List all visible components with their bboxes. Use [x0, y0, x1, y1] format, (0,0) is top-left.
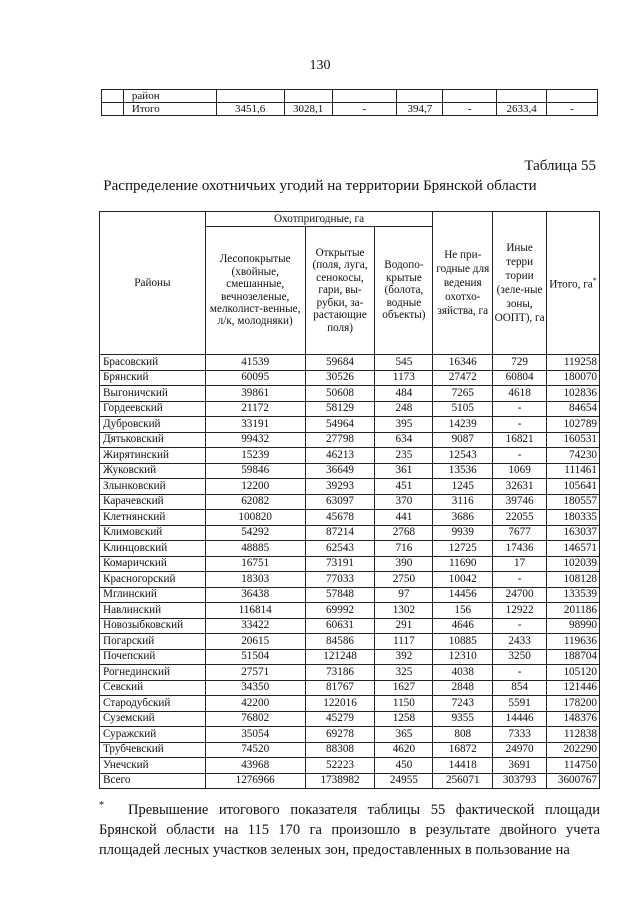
open-cell: 46213 [305, 448, 375, 464]
table-row [100, 541, 600, 557]
district-cell: Навлинский [100, 603, 206, 619]
other-cell: 16821 [493, 432, 547, 448]
unsuitable-cell: 156 [433, 603, 493, 619]
total-cell: 119636 [547, 634, 600, 650]
unsuitable-cell: 5105 [433, 401, 493, 417]
forest-cell: 48885 [205, 541, 305, 557]
unsuitable-cell: 14418 [433, 758, 493, 774]
footnote [99, 796, 600, 860]
other-cell: 60804 [493, 370, 547, 386]
water-cell: 1302 [375, 603, 433, 619]
open-cell: 84586 [305, 634, 375, 650]
total-cell: 111461 [547, 463, 600, 479]
unsuitable-cell: 808 [433, 727, 493, 743]
water-cell: 451 [375, 479, 433, 495]
unsuitable-cell: 3686 [433, 510, 493, 526]
district-cell: Севский [100, 680, 206, 696]
open-cell: 122016 [305, 696, 375, 712]
table-title: Распределение охотничьих угодий на территории Брянской области [103, 178, 537, 194]
forest-cell: 41539 [205, 355, 305, 371]
district-cell: Погарский [100, 634, 206, 650]
district-cell: Красногорский [100, 572, 206, 588]
forest-cell: 16751 [205, 556, 305, 572]
other-cell: 5591 [493, 696, 547, 712]
district-cell: Дятьковский [100, 432, 206, 448]
unsuitable-cell: 2848 [433, 680, 493, 696]
forest-cell: 35054 [205, 727, 305, 743]
forest-cell: 100820 [205, 510, 305, 526]
total-cell: 3600767 [547, 773, 600, 789]
total-cell: 84654 [547, 401, 600, 417]
table-cell: 3451,6 [216, 103, 284, 116]
district-cell: Карачевский [100, 494, 206, 510]
water-cell: 248 [375, 401, 433, 417]
forest-cell: 20615 [205, 634, 305, 650]
total-cell: 102836 [547, 386, 600, 402]
open-cell: 39293 [305, 479, 375, 495]
other-cell: 24970 [493, 742, 547, 758]
table-row [100, 727, 600, 743]
table-row [100, 634, 600, 650]
total-cell: 105120 [547, 665, 600, 681]
table-cell [547, 90, 598, 103]
header-unsuitable: Не при-годные для ведения охотхо-зяйства, га [433, 212, 493, 355]
table-row [100, 649, 600, 665]
table-cell [102, 90, 124, 103]
table-cell [216, 90, 284, 103]
header-districts: Районы [100, 212, 206, 355]
unsuitable-cell: 27472 [433, 370, 493, 386]
water-cell: 291 [375, 618, 433, 634]
table-row [100, 494, 600, 510]
total-cell: 146571 [547, 541, 600, 557]
unsuitable-cell: 10042 [433, 572, 493, 588]
table-row [100, 355, 600, 371]
open-cell: 60631 [305, 618, 375, 634]
district-cell: Трубчевский [100, 742, 206, 758]
forest-cell: 76802 [205, 711, 305, 727]
header-hunting-group: Охотпригодные, га [205, 212, 433, 227]
table-row [100, 665, 600, 681]
header-total [547, 212, 600, 355]
table-row [102, 103, 598, 116]
other-cell: 22055 [493, 510, 547, 526]
district-cell: Жирятинский [100, 448, 206, 464]
other-cell: 303793 [493, 773, 547, 789]
water-cell: 450 [375, 758, 433, 774]
forest-cell: 1276966 [205, 773, 305, 789]
water-cell: 325 [375, 665, 433, 681]
forest-cell: 33422 [205, 618, 305, 634]
total-cell: 114750 [547, 758, 600, 774]
forest-cell: 51504 [205, 649, 305, 665]
header-water: Водопо-крытые (болота, водные объекты) [375, 227, 433, 355]
water-cell: 1150 [375, 696, 433, 712]
table-row [100, 758, 600, 774]
unsuitable-cell: 4646 [433, 618, 493, 634]
table-row [100, 370, 600, 386]
table-cell [102, 103, 124, 116]
table-row [100, 587, 600, 603]
open-cell: 30526 [305, 370, 375, 386]
water-cell: 392 [375, 649, 433, 665]
table-row [100, 401, 600, 417]
other-cell: 17 [493, 556, 547, 572]
district-cell: Климовский [100, 525, 206, 541]
unsuitable-cell: 12725 [433, 541, 493, 557]
forest-cell: 59846 [205, 463, 305, 479]
water-cell: 24955 [375, 773, 433, 789]
unsuitable-cell: 4038 [433, 665, 493, 681]
hunting-grounds-table [99, 211, 600, 789]
header-total-label: Итого, га [549, 278, 593, 291]
other-cell: - [493, 401, 547, 417]
open-cell: 88308 [305, 742, 375, 758]
open-cell: 54964 [305, 417, 375, 433]
other-cell: 854 [493, 680, 547, 696]
total-cell: 180070 [547, 370, 600, 386]
water-cell: 97 [375, 587, 433, 603]
total-cell: 133539 [547, 587, 600, 603]
open-cell: 45678 [305, 510, 375, 526]
water-cell: 484 [375, 386, 433, 402]
water-cell: 1117 [375, 634, 433, 650]
unsuitable-cell: 7243 [433, 696, 493, 712]
water-cell: 1258 [375, 711, 433, 727]
unsuitable-cell: 10885 [433, 634, 493, 650]
table-cell [443, 90, 497, 103]
open-cell: 73191 [305, 556, 375, 572]
district-cell: Новозыбковский [100, 618, 206, 634]
other-cell: 7677 [493, 525, 547, 541]
water-cell: 365 [375, 727, 433, 743]
header-forest: Лесопокрытые (хвойные, смешанные, вечнозеленые, мелколист-венные, л/к, молодняки) [205, 227, 305, 355]
open-cell: 81767 [305, 680, 375, 696]
open-cell: 1738982 [305, 773, 375, 789]
forest-cell: 42200 [205, 696, 305, 712]
header-total-mark: * [592, 276, 597, 286]
unsuitable-cell: 7265 [433, 386, 493, 402]
table-row [102, 90, 598, 103]
forest-cell: 18303 [205, 572, 305, 588]
table-row [100, 773, 600, 789]
other-cell: 1069 [493, 463, 547, 479]
table-row [100, 711, 600, 727]
row-label: район [123, 90, 216, 103]
table-row [100, 680, 600, 696]
district-cell: Суражский [100, 727, 206, 743]
total-cell: 178200 [547, 696, 600, 712]
district-cell: Всего [100, 773, 206, 789]
unsuitable-cell: 1245 [433, 479, 493, 495]
other-cell: 14446 [493, 711, 547, 727]
water-cell: 235 [375, 448, 433, 464]
unsuitable-cell: 9355 [433, 711, 493, 727]
forest-cell: 21172 [205, 401, 305, 417]
open-cell: 73186 [305, 665, 375, 681]
other-cell: - [493, 618, 547, 634]
water-cell: 1173 [375, 370, 433, 386]
total-cell: 163037 [547, 525, 600, 541]
footnote-text: Превышение итогового показателя таблицы 55 фактической площади Брянской области на 115 170 га произошло в результате двойного учета площадей лесных участков зеленых зон, предоставленных в пользование на [99, 801, 600, 858]
district-cell: Брянский [100, 370, 206, 386]
district-cell: Стародубский [100, 696, 206, 712]
table-row [100, 510, 600, 526]
total-cell: 148376 [547, 711, 600, 727]
water-cell: 2768 [375, 525, 433, 541]
total-cell: 202290 [547, 742, 600, 758]
table-row [100, 603, 600, 619]
water-cell: 4620 [375, 742, 433, 758]
row-label: Итого [123, 103, 216, 116]
footnote-mark: * [99, 800, 104, 811]
forest-cell: 27571 [205, 665, 305, 681]
district-cell: Клинцовский [100, 541, 206, 557]
table-row [100, 696, 600, 712]
open-cell: 57848 [305, 587, 375, 603]
district-cell: Суземский [100, 711, 206, 727]
district-cell: Дубровский [100, 417, 206, 433]
unsuitable-cell: 3116 [433, 494, 493, 510]
water-cell: 634 [375, 432, 433, 448]
total-cell: 105641 [547, 479, 600, 495]
other-cell: 17436 [493, 541, 547, 557]
district-cell: Злынковский [100, 479, 206, 495]
other-cell: 4618 [493, 386, 547, 402]
total-cell: 102789 [547, 417, 600, 433]
table-cell: - [443, 103, 497, 116]
open-cell: 36649 [305, 463, 375, 479]
open-cell: 50608 [305, 386, 375, 402]
open-cell: 69278 [305, 727, 375, 743]
forest-cell: 62082 [205, 494, 305, 510]
district-cell: Комаричский [100, 556, 206, 572]
table-row [100, 618, 600, 634]
forest-cell: 60095 [205, 370, 305, 386]
table-cell: 3028,1 [284, 103, 332, 116]
unsuitable-cell: 14239 [433, 417, 493, 433]
district-cell: Жуковский [100, 463, 206, 479]
forest-cell: 33191 [205, 417, 305, 433]
forest-cell: 39861 [205, 386, 305, 402]
forest-cell: 12200 [205, 479, 305, 495]
table-cell: 2633,4 [497, 103, 547, 116]
total-cell: 121446 [547, 680, 600, 696]
other-cell: 729 [493, 355, 547, 371]
forest-cell: 34350 [205, 680, 305, 696]
open-cell: 87214 [305, 525, 375, 541]
other-cell: - [493, 417, 547, 433]
forest-cell: 99432 [205, 432, 305, 448]
open-cell: 27798 [305, 432, 375, 448]
table-row [100, 742, 600, 758]
open-cell: 77033 [305, 572, 375, 588]
district-cell: Почепский [100, 649, 206, 665]
header-open: Открытые (поля, луга, сенокосы, гари, вы-рубки, за-растающие поля) [305, 227, 375, 355]
district-cell: Выгоничский [100, 386, 206, 402]
forest-cell: 54292 [205, 525, 305, 541]
district-cell: Брасовский [100, 355, 206, 371]
table-cell: 394,7 [397, 103, 443, 116]
total-cell: 119258 [547, 355, 600, 371]
open-cell: 121248 [305, 649, 375, 665]
water-cell: 1627 [375, 680, 433, 696]
district-cell: Гордеевский [100, 401, 206, 417]
table-body [100, 355, 600, 789]
table-row [100, 479, 600, 495]
total-cell: 180557 [547, 494, 600, 510]
open-cell: 63097 [305, 494, 375, 510]
total-cell: 201186 [547, 603, 600, 619]
forest-cell: 36438 [205, 587, 305, 603]
unsuitable-cell: 16872 [433, 742, 493, 758]
water-cell: 370 [375, 494, 433, 510]
total-cell: 112838 [547, 727, 600, 743]
page-number: 130 [309, 58, 331, 73]
water-cell: 441 [375, 510, 433, 526]
unsuitable-cell: 12310 [433, 649, 493, 665]
unsuitable-cell: 13536 [433, 463, 493, 479]
table-cell [284, 90, 332, 103]
total-cell: 102039 [547, 556, 600, 572]
unsuitable-cell: 11690 [433, 556, 493, 572]
unsuitable-cell: 9087 [433, 432, 493, 448]
total-cell: 180335 [547, 510, 600, 526]
open-cell: 62543 [305, 541, 375, 557]
table-row [100, 417, 600, 433]
other-cell: 24700 [493, 587, 547, 603]
table-row [100, 525, 600, 541]
table-cell [497, 90, 547, 103]
table-row [100, 556, 600, 572]
forest-cell: 74520 [205, 742, 305, 758]
unsuitable-cell: 12543 [433, 448, 493, 464]
unsuitable-cell: 16346 [433, 355, 493, 371]
water-cell: 716 [375, 541, 433, 557]
other-cell: 39746 [493, 494, 547, 510]
open-cell: 52223 [305, 758, 375, 774]
water-cell: 2750 [375, 572, 433, 588]
other-cell: 32631 [493, 479, 547, 495]
water-cell: 545 [375, 355, 433, 371]
table-cell: - [547, 103, 598, 116]
total-cell: 188704 [547, 649, 600, 665]
table-row [100, 448, 600, 464]
other-cell: 3691 [493, 758, 547, 774]
district-cell: Клетнянский [100, 510, 206, 526]
district-cell: Рогнединский [100, 665, 206, 681]
previous-table-fragment [101, 89, 598, 116]
total-cell: 98990 [547, 618, 600, 634]
table-cell: - [332, 103, 397, 116]
open-cell: 59684 [305, 355, 375, 371]
forest-cell: 15239 [205, 448, 305, 464]
header-other: Иные терри тории (зеле-ные зоны, ООПТ), га [493, 212, 547, 355]
table-row [100, 432, 600, 448]
water-cell: 390 [375, 556, 433, 572]
total-cell: 108128 [547, 572, 600, 588]
water-cell: 361 [375, 463, 433, 479]
open-cell: 45279 [305, 711, 375, 727]
table-row [100, 463, 600, 479]
district-cell: Мглинский [100, 587, 206, 603]
water-cell: 395 [375, 417, 433, 433]
table-cell [397, 90, 443, 103]
table-number: Таблица 55 [524, 158, 596, 174]
table-row [100, 572, 600, 588]
forest-cell: 116814 [205, 603, 305, 619]
unsuitable-cell: 9939 [433, 525, 493, 541]
other-cell: - [493, 572, 547, 588]
total-cell: 160531 [547, 432, 600, 448]
table-cell [332, 90, 397, 103]
total-cell: 74230 [547, 448, 600, 464]
unsuitable-cell: 256071 [433, 773, 493, 789]
district-cell: Унечский [100, 758, 206, 774]
table-row [100, 386, 600, 402]
other-cell: - [493, 665, 547, 681]
open-cell: 69992 [305, 603, 375, 619]
other-cell: - [493, 448, 547, 464]
other-cell: 3250 [493, 649, 547, 665]
unsuitable-cell: 14456 [433, 587, 493, 603]
open-cell: 58129 [305, 401, 375, 417]
other-cell: 2433 [493, 634, 547, 650]
forest-cell: 43968 [205, 758, 305, 774]
other-cell: 7333 [493, 727, 547, 743]
other-cell: 12922 [493, 603, 547, 619]
